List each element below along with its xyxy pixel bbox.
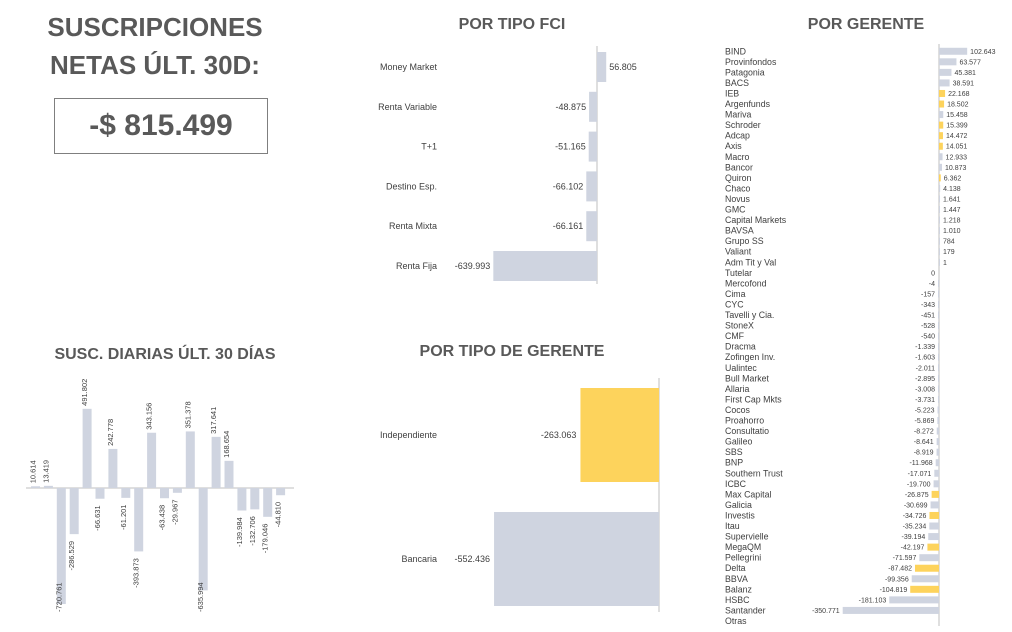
manager-bar-label: -157 (920, 291, 935, 299)
daily-bar (173, 488, 182, 493)
daily-bar-label: -179.046 (260, 523, 270, 554)
daily-bar-label: -132.706 (247, 516, 257, 546)
manager-bar (939, 227, 940, 234)
manager-bar-label: -528 (920, 323, 935, 331)
fci-bar-label: -51.165 (555, 141, 586, 152)
manager-bar (937, 428, 939, 435)
manager-category-label: Ualintec (725, 362, 757, 373)
manager-category-label: Provinfondos (725, 56, 777, 67)
daily-bar (134, 488, 143, 551)
manager-chart-title: POR GERENTE (807, 16, 925, 33)
manager-bar-label: 6.362 (943, 175, 962, 183)
daily-bar-label: 168.654 (222, 430, 231, 458)
manager-bar (938, 280, 939, 287)
manager-bar (938, 290, 939, 297)
manager-bar (939, 238, 940, 245)
fci-bar-label: -639.993 (454, 261, 491, 271)
daily-bar-label: -66.631 (93, 505, 102, 531)
manager-bar (939, 153, 943, 160)
manager-bar (939, 259, 940, 266)
manager-bar (939, 206, 940, 213)
daily-bar-label: -393.873 (131, 558, 141, 588)
manager-bar-label: -8.272 (913, 428, 934, 436)
manager-category-label: Grupo SS (725, 236, 764, 247)
daily-bar-label: 317.641 (209, 406, 219, 434)
daily-bar-label: -720.761 (54, 582, 64, 612)
manager-bar (843, 607, 939, 614)
manager-bar (938, 385, 939, 392)
daily-bar (83, 409, 92, 488)
manager-category-label: Valiant (725, 246, 752, 257)
manager-bar-label: -3.008 (915, 386, 935, 394)
manager-bar (938, 312, 939, 319)
manager-category-label: Cocos (725, 404, 750, 415)
manager-category-label: Patagonia (725, 67, 765, 78)
manager-type-chart-title: POR TIPO DE GERENTE (419, 343, 605, 360)
daily-bar-label: 10.614 (28, 460, 38, 484)
manager-category-label: Adm Tit y Val (725, 257, 777, 268)
manager-category-label: Mariva (725, 109, 752, 120)
manager-category-label: Santander (725, 605, 766, 616)
manager-category-label: Balanz (725, 584, 752, 595)
manager-bar (910, 586, 939, 593)
daily-bar (31, 486, 40, 488)
manager-bar (934, 480, 939, 487)
manager-bar (939, 132, 943, 139)
manager-bar-label: -26.875 (904, 491, 929, 499)
manager-category-label: Cima (725, 288, 746, 299)
manager-bar-label: 63.577 (959, 59, 981, 67)
manager-bar (937, 449, 939, 456)
manager-category-label: Tutelar (725, 267, 753, 278)
manager-type-bar-label: -263.063 (540, 430, 577, 440)
manager-category-label: Southern Trust (725, 468, 783, 479)
manager-bar-label: 1 (943, 259, 947, 267)
manager-bar-label: -5.223 (914, 407, 935, 415)
manager-category-label: BAVSA (725, 225, 754, 236)
manager-bar (938, 343, 939, 350)
manager-bar (938, 322, 939, 329)
manager-type-bar (580, 388, 659, 482)
manager-bar (939, 90, 945, 97)
manager-category-label: GMC (725, 204, 746, 215)
daily-bar-label: -63.438 (157, 504, 167, 531)
manager-category-label: Quiron (725, 172, 752, 183)
daily-bar-label: 242.778 (105, 418, 115, 446)
fci-bar-label: -48.875 (555, 101, 587, 112)
manager-bar (937, 438, 939, 445)
manager-bar-label: 1.447 (943, 207, 961, 215)
manager-category-label: Chaco (725, 183, 751, 194)
manager-bar-label: -1.603 (915, 354, 935, 362)
manager-bar-label: -19.700 (906, 481, 931, 489)
manager-bar (938, 354, 939, 361)
manager-bar-label: -17.071 (907, 470, 932, 478)
manager-bar (938, 375, 939, 382)
manager-bar-label: -1.339 (915, 344, 935, 352)
manager-bar (939, 58, 956, 65)
manager-bar (912, 575, 939, 582)
daily-bar (147, 433, 156, 488)
manager-bar-label: 102.643 (970, 48, 996, 56)
manager-category-label: CYC (725, 299, 744, 310)
manager-category-label: IEB (725, 88, 740, 99)
daily-bar (186, 431, 195, 488)
manager-bar (929, 523, 939, 530)
fci-bar-label: -66.102 (552, 181, 584, 192)
manager-bar (938, 333, 939, 340)
manager-category-label: Bancor (725, 162, 753, 173)
fci-bar (589, 92, 597, 122)
manager-bar (939, 69, 951, 76)
manager-bar-label: -87.482 (888, 565, 912, 573)
daily-bar-label: 13.419 (41, 459, 51, 483)
fci-category-label: Renta Variable (378, 101, 437, 112)
manager-bar-label: -4 (928, 280, 935, 288)
manager-bar-label: -11.968 (909, 460, 933, 468)
fci-category-label: Money Market (379, 62, 437, 72)
manager-bar-label: -8.641 (913, 439, 934, 447)
manager-category-label: HSBC (725, 594, 750, 605)
manager-bar-label: -30.699 (903, 502, 928, 510)
fci-category-label: Renta Mixta (388, 221, 437, 232)
daily-bar-label: -61.201 (118, 504, 128, 530)
daily-bar (160, 488, 169, 498)
headline-line-1: SUSCRIPCIONES (47, 12, 263, 42)
manager-bar (936, 459, 939, 466)
manager-bar-label: 15.399 (946, 122, 968, 130)
manager-category-label: Galileo (725, 436, 753, 447)
daily-bar (108, 449, 117, 488)
manager-bar (919, 554, 939, 561)
daily-bar (237, 488, 246, 511)
manager-bar (938, 396, 939, 403)
manager-bar-label: 14.051 (945, 143, 968, 151)
manager-bar (928, 533, 939, 540)
manager-category-label: Adcap (725, 130, 750, 141)
manager-bar (932, 491, 939, 498)
daily-bar-label: 491.802 (80, 378, 90, 406)
manager-category-label: Supervielle (725, 531, 769, 542)
manager-category-label: Dracma (725, 341, 756, 352)
manager-bar (939, 122, 943, 129)
daily-bar-label: -44.810 (273, 501, 283, 528)
daily-bar-label: -286.529 (67, 540, 77, 571)
fci-bar (589, 132, 597, 162)
manager-bar-label: 4.138 (943, 185, 961, 193)
manager-bar-label: -42.197 (900, 544, 925, 552)
manager-category-label: BACS (725, 77, 749, 88)
manager-category-label: Bull Market (725, 373, 769, 384)
manager-category-label: StoneX (725, 320, 754, 331)
manager-bar-label: 784 (943, 238, 955, 246)
manager-bar-label: -71.597 (892, 555, 917, 563)
manager-bar-label: -350.771 (812, 607, 840, 615)
manager-category-label: Max Capital (725, 489, 772, 500)
manager-bar-label: -104.819 (879, 586, 908, 594)
daily-bar-label: -29.967 (170, 499, 180, 525)
manager-category-label: Galicia (725, 499, 752, 510)
manager-bar-label: 1.218 (943, 217, 961, 225)
manager-category-label: BNP (725, 457, 744, 468)
daily-bar-label: -139.984 (234, 517, 244, 547)
manager-bar (939, 195, 940, 202)
manager-category-label: MegaQM (725, 542, 762, 553)
daily-bar (263, 488, 272, 517)
manager-bar (939, 174, 941, 181)
fci-bar-label: 56.805 (609, 62, 637, 72)
manager-bar-label: -540 (920, 333, 935, 341)
daily-bar (44, 486, 53, 488)
manager-category-label: First Cap Mkts (725, 394, 782, 405)
daily-chart-title: SUSC. DIARIAS ÚLT. 30 DÍAS (54, 346, 276, 363)
manager-bar (938, 364, 939, 371)
manager-bar-label: -451 (920, 312, 935, 320)
manager-category-label: CMF (725, 331, 745, 342)
manager-category-label: BIND (725, 46, 747, 57)
daily-bar-label: -635.994 (196, 582, 206, 612)
headline-line-2: NETAS ÚLT. 30D: (50, 50, 260, 80)
fci-bar (597, 52, 606, 82)
manager-type-bar (494, 512, 659, 606)
manager-category-label: Macro (725, 151, 750, 162)
manager-bar (934, 470, 939, 477)
manager-bar-label: -3.731 (915, 396, 935, 404)
daily-bar (212, 437, 221, 488)
manager-bar-label: 0 (931, 270, 935, 278)
manager-bar-label: 12.933 (945, 154, 967, 162)
manager-category-label: Zofingen Inv. (725, 352, 776, 363)
manager-bar-label: -343 (920, 301, 935, 309)
fci-bar (493, 251, 597, 281)
manager-bar-label: -99.356 (884, 576, 909, 584)
manager-category-label: Schroder (725, 120, 761, 131)
manager-bar-label: 38.591 (952, 80, 975, 88)
manager-bar (939, 248, 940, 255)
manager-bar-label: 18.502 (947, 101, 969, 109)
manager-category-label: Axis (725, 141, 742, 152)
manager-category-label: Itau (725, 521, 740, 532)
manager-bar-label: 22.168 (948, 90, 970, 98)
daily-bar (96, 488, 105, 499)
manager-bar (939, 185, 940, 192)
fci-category-label: T+1 (421, 141, 437, 152)
manager-category-label: Mercofond (725, 278, 767, 289)
manager-bar-label: 179 (943, 249, 955, 257)
manager-bar-label: -5.869 (914, 418, 935, 426)
total-value: -$ 815.499 (89, 109, 233, 142)
manager-bar-label: 1.010 (943, 228, 961, 236)
manager-category-label: Novus (725, 193, 750, 204)
manager-bar-label: -39.194 (901, 534, 926, 542)
manager-category-label: Investis (725, 510, 755, 521)
manager-bar (937, 417, 939, 424)
manager-bar (939, 79, 950, 86)
manager-category-label: Delta (725, 563, 746, 574)
manager-category-label: Argenfunds (725, 99, 770, 110)
manager-bar (938, 301, 939, 308)
fci-bar (586, 171, 597, 201)
manager-category-label: Allaria (725, 383, 750, 394)
fci-category-label: Renta Fija (395, 261, 437, 271)
manager-bar (927, 544, 939, 551)
manager-type-category-label: Bancaria (401, 554, 437, 564)
manager-category-label: Otras (725, 615, 747, 626)
daily-bar (250, 488, 259, 509)
manager-bar (931, 501, 939, 508)
daily-bar (199, 488, 208, 590)
manager-type-category-label: Independiente (379, 430, 437, 440)
manager-bar (939, 101, 944, 108)
manager-bar-label: 45.381 (954, 69, 976, 77)
fci-bar (586, 211, 597, 241)
manager-bar (939, 48, 967, 55)
fci-category-label: Destino Esp. (385, 181, 437, 192)
manager-category-label: Tavelli y Cia. (725, 310, 775, 321)
manager-category-label: SBS (725, 447, 743, 458)
manager-bar (915, 565, 939, 572)
daily-bar-label: 351.378 (183, 401, 193, 429)
manager-bar-label: 14.472 (945, 133, 968, 141)
manager-bar (938, 406, 939, 413)
fci-chart-title: POR TIPO FCI (458, 16, 566, 33)
fci-bar-label: -66.161 (552, 221, 584, 232)
manager-bar (939, 143, 943, 150)
daily-bar (70, 488, 79, 534)
daily-bar (276, 488, 285, 495)
manager-bar-label: 10.873 (944, 164, 967, 172)
manager-bar (929, 512, 939, 519)
manager-type-bar-label: -552.436 (454, 554, 491, 564)
manager-category-label: Capital Markets (725, 215, 787, 226)
manager-bar-label: -35.234 (902, 523, 927, 531)
manager-bar (939, 217, 940, 224)
daily-bar (121, 488, 130, 498)
manager-bar (939, 164, 942, 171)
daily-bar-label: 343.156 (144, 402, 154, 430)
manager-category-label: Consultatio (725, 426, 770, 437)
manager-bar (939, 111, 943, 118)
manager-category-label: BBVA (725, 573, 748, 584)
manager-bar-label: 15.458 (946, 112, 968, 120)
manager-category-label: Pellegrini (725, 552, 762, 563)
manager-category-label: ICBC (725, 478, 747, 489)
manager-bar-label: -34.726 (902, 512, 927, 520)
manager-bar-label: 1.641 (943, 196, 961, 204)
manager-bar (889, 596, 939, 603)
manager-bar-label: -2.895 (915, 375, 935, 383)
manager-bar-label: -2.011 (915, 365, 935, 373)
daily-bar (225, 461, 234, 488)
manager-bar-label: -8.919 (913, 449, 934, 457)
manager-bar-label: -181.103 (858, 597, 887, 605)
manager-category-label: Proahorro (725, 415, 765, 426)
